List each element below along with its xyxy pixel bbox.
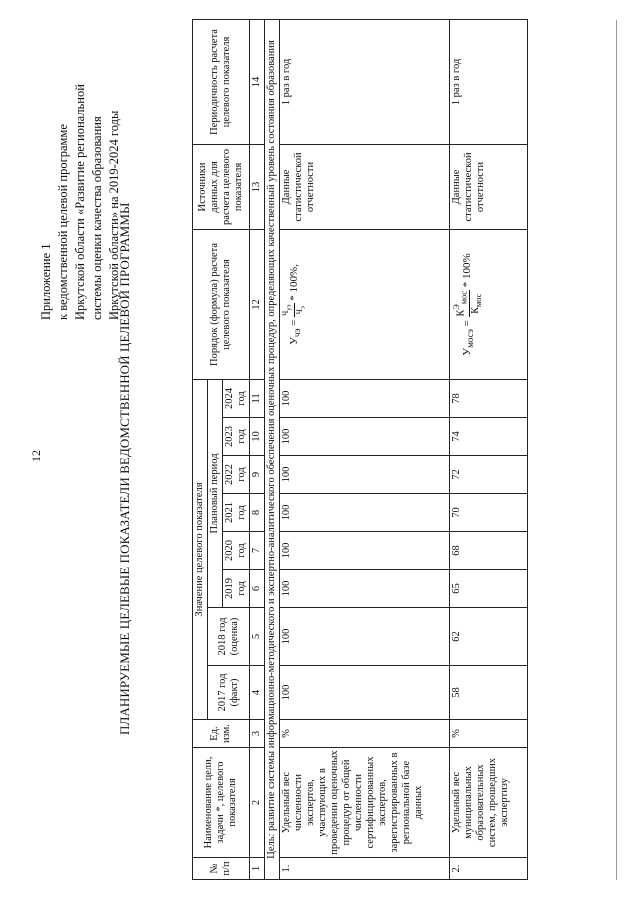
appendix-line: системы оценки качества образования bbox=[90, 116, 104, 320]
header-period: Периодичность расчета целевого показателя bbox=[193, 19, 250, 144]
row-name: Удельный вес численности экспертов, участвующих в проведении оценочных процедур от общей численности сертифицированных экспертов, зарегистрированных в региональной базе данных bbox=[280, 748, 450, 858]
row-value: 100 bbox=[280, 666, 450, 720]
row-value: 65 bbox=[450, 570, 528, 608]
row-value: 62 bbox=[450, 608, 528, 666]
fraction-denominator: К bbox=[470, 307, 482, 314]
column-number: 13 bbox=[250, 144, 265, 229]
fraction-numerator-sub: мос bbox=[459, 290, 469, 305]
formula-tail: * 100% bbox=[461, 253, 474, 288]
appendix-line: Иркутской области» на 2019-2024 годы bbox=[107, 110, 121, 320]
column-number: 4 bbox=[250, 666, 265, 720]
page-bottom-rule bbox=[616, 20, 617, 880]
column-number: 2 bbox=[250, 748, 265, 858]
table-row bbox=[450, 19, 528, 879]
header-year: 2024 год bbox=[223, 379, 250, 417]
row-value: 100 bbox=[280, 456, 450, 494]
table-row bbox=[280, 19, 450, 879]
row-value: 72 bbox=[450, 456, 528, 494]
column-number-row bbox=[250, 19, 265, 879]
fraction-numerator-sub: уэ bbox=[285, 304, 293, 311]
column-number: 10 bbox=[250, 418, 265, 456]
appendix-header bbox=[38, 20, 123, 320]
column-number: 14 bbox=[250, 19, 265, 144]
formula-tail: * 100%, bbox=[287, 264, 300, 301]
column-number: 1 bbox=[250, 858, 265, 880]
appendix-line: к ведомственной целевой программе bbox=[56, 124, 70, 320]
row-value: 100 bbox=[280, 570, 450, 608]
header-name: Наименование цели, задачи *, целевого показателя bbox=[193, 748, 250, 858]
row-value: 58 bbox=[450, 666, 528, 720]
header-year: 2021 год bbox=[223, 494, 250, 532]
header-year: 2020 год bbox=[223, 532, 250, 570]
fraction-numerator: Ч bbox=[281, 310, 290, 316]
column-number: 3 bbox=[250, 720, 265, 748]
goal-text: Цель: развитие системы информационно-методического и экспертно-аналитического обеспечения оценочных процедур, определяющих качественный уровень состояния образования bbox=[265, 19, 280, 879]
row-num: 1. bbox=[280, 858, 450, 880]
row-formula bbox=[450, 229, 528, 379]
row-value: 100 bbox=[280, 532, 450, 570]
formula-lhs: У bbox=[287, 337, 300, 345]
column-number: 8 bbox=[250, 494, 265, 532]
row-source: Данные статистической отчетности bbox=[280, 144, 450, 229]
column-number: 6 bbox=[250, 570, 265, 608]
header-formula: Порядок (формула) расчета целевого показателя bbox=[193, 229, 250, 379]
formula bbox=[452, 253, 484, 356]
column-number: 7 bbox=[250, 532, 265, 570]
appendix-line: Приложение 1 bbox=[39, 243, 53, 320]
row-value: 100 bbox=[280, 418, 450, 456]
formula-lhs-sub: чэ bbox=[291, 328, 302, 338]
formula-fraction bbox=[451, 290, 484, 318]
header-year: 2023 год bbox=[223, 418, 250, 456]
fraction-denominator-sub: э bbox=[299, 306, 307, 309]
fraction-numerator: К bbox=[455, 309, 467, 317]
document-title: ПЛАНИРУЕМЫЕ ЦЕЛЕВЫЕ ПОКАЗАТЕЛИ ВЕДОМСТВЕННОЙ ЦЕЛЕВОЙ ПРОГРАММЫ bbox=[117, 202, 132, 735]
row-value: 100 bbox=[280, 379, 450, 417]
goal-row bbox=[265, 19, 280, 879]
indicators-table bbox=[192, 19, 528, 880]
row-value: 74 bbox=[450, 418, 528, 456]
fraction-numerator-sup: Э bbox=[452, 304, 461, 310]
row-num: 2. bbox=[450, 858, 528, 880]
row-value: 100 bbox=[280, 494, 450, 532]
formula-equals: = bbox=[287, 319, 300, 326]
row-source: Данные статистической отчетности bbox=[450, 144, 528, 229]
fraction-denominator: Ч bbox=[294, 308, 304, 315]
row-unit: % bbox=[280, 720, 450, 748]
row-value: 70 bbox=[450, 494, 528, 532]
header-row bbox=[193, 19, 208, 879]
formula-fraction bbox=[281, 303, 307, 316]
column-number: 12 bbox=[250, 229, 265, 379]
header-fact: 2017 год (факт) bbox=[208, 666, 250, 720]
row-value: 100 bbox=[280, 608, 450, 666]
header-plan-group: Плановый период bbox=[208, 379, 223, 607]
row-unit: % bbox=[450, 720, 528, 748]
column-number: 5 bbox=[250, 608, 265, 666]
formula bbox=[281, 264, 307, 345]
row-period: 1 раз в год bbox=[450, 19, 528, 144]
header-year: 2019 год bbox=[223, 570, 250, 608]
row-value: 68 bbox=[450, 532, 528, 570]
page-number: 12 bbox=[29, 450, 43, 462]
row-period: 1 раз в год bbox=[280, 19, 450, 144]
formula-equals: = bbox=[461, 320, 474, 327]
fraction-denominator-sub: мос bbox=[474, 293, 484, 308]
header-year: 2022 год bbox=[223, 456, 250, 494]
header-sources: Источники данных для расчета целевого показателя bbox=[193, 144, 250, 229]
header-value-group: Значение целевого показателя bbox=[193, 379, 208, 719]
header-unit: Ед. изм. bbox=[193, 720, 250, 748]
column-number: 11 bbox=[250, 379, 265, 417]
row-value: 78 bbox=[450, 379, 528, 417]
header-num: № п/п bbox=[193, 858, 250, 880]
column-number: 9 bbox=[250, 456, 265, 494]
header-estimate: 2018 год (оценка) bbox=[208, 608, 250, 666]
formula-lhs: У bbox=[461, 347, 474, 356]
row-formula bbox=[280, 229, 450, 379]
formula-lhs-sub: мосэ bbox=[465, 329, 476, 348]
appendix-line: Иркутской области «Развитие региональной bbox=[73, 84, 87, 320]
row-name: Удельный вес муниципальных образовательных систем, прошедших экспертизу bbox=[450, 748, 528, 858]
